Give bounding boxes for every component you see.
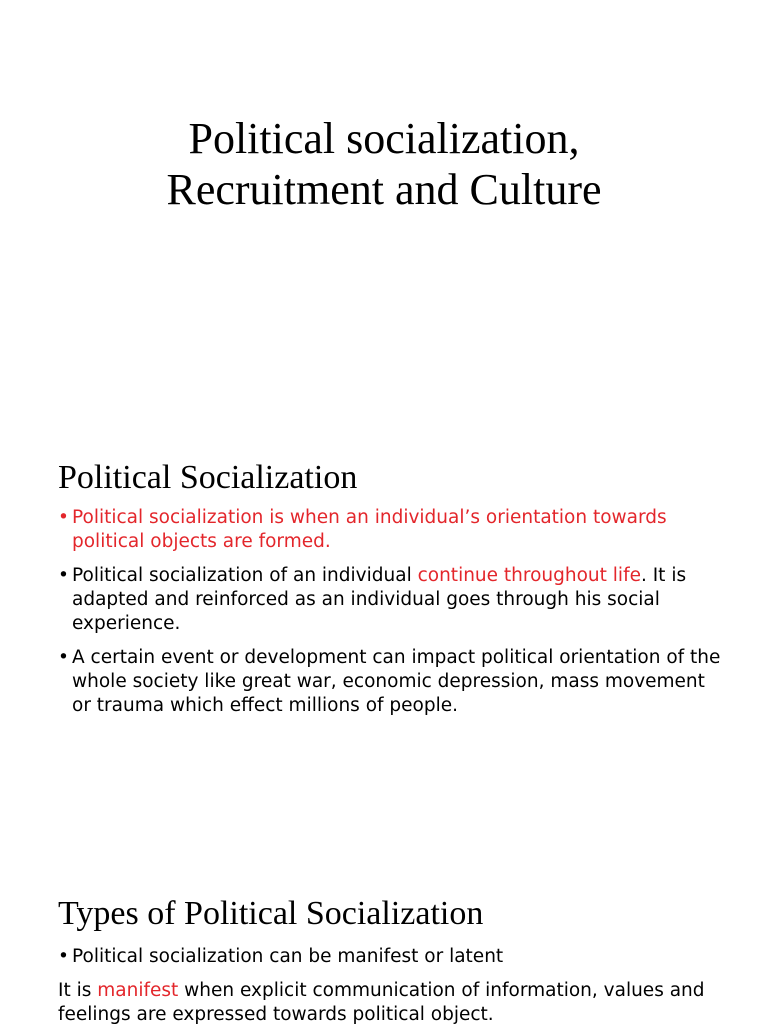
- bullet-text: . It is adapted and reinforced as an individual goes through his social experience.: [72, 565, 687, 634]
- bullet-text: Political socialization of an individual: [72, 565, 418, 586]
- slide-political-socialization: [0, 420, 768, 860]
- bullet-symbol: •: [58, 946, 69, 967]
- slide-title: [0, 0, 768, 420]
- bullet-symbol: •: [58, 647, 69, 668]
- title-line-1: Political socialization,: [188, 114, 580, 163]
- bullet-text: Political socialization is when an individual’s orientation towards political objects are formed.: [72, 507, 667, 552]
- bullet-item: [58, 646, 728, 718]
- paragraph-text: when explicit communication of information, values and feelings are expressed towards political object.: [58, 980, 705, 1025]
- slide-body: [58, 945, 728, 1035]
- slide-body: [58, 506, 728, 728]
- bullet-item: [58, 506, 728, 554]
- slide-heading: Types of Political Socialization: [58, 895, 484, 932]
- bullet-item: [58, 564, 728, 636]
- slide-heading: Political Socialization: [58, 459, 358, 496]
- bullet-text: Political socialization can be manifest or latent: [72, 946, 504, 967]
- bullet-item: [58, 945, 728, 969]
- paragraph-text: It is: [58, 980, 98, 1001]
- bullet-symbol: •: [58, 565, 69, 586]
- presentation-title: [0, 113, 768, 215]
- paragraph-highlight: manifest: [97, 980, 179, 1001]
- paragraph: [58, 979, 728, 1027]
- bullet-highlight: continue throughout life: [417, 565, 641, 586]
- title-line-2: Recruitment and Culture: [166, 165, 602, 214]
- bullet-symbol: •: [58, 507, 69, 528]
- slide-types-of-political-socialization: [0, 860, 768, 1024]
- bullet-text: A certain event or development can impact political orientation of the whole society like great war, economic depression, mass movement or trauma which effect millions of people.: [72, 647, 721, 716]
